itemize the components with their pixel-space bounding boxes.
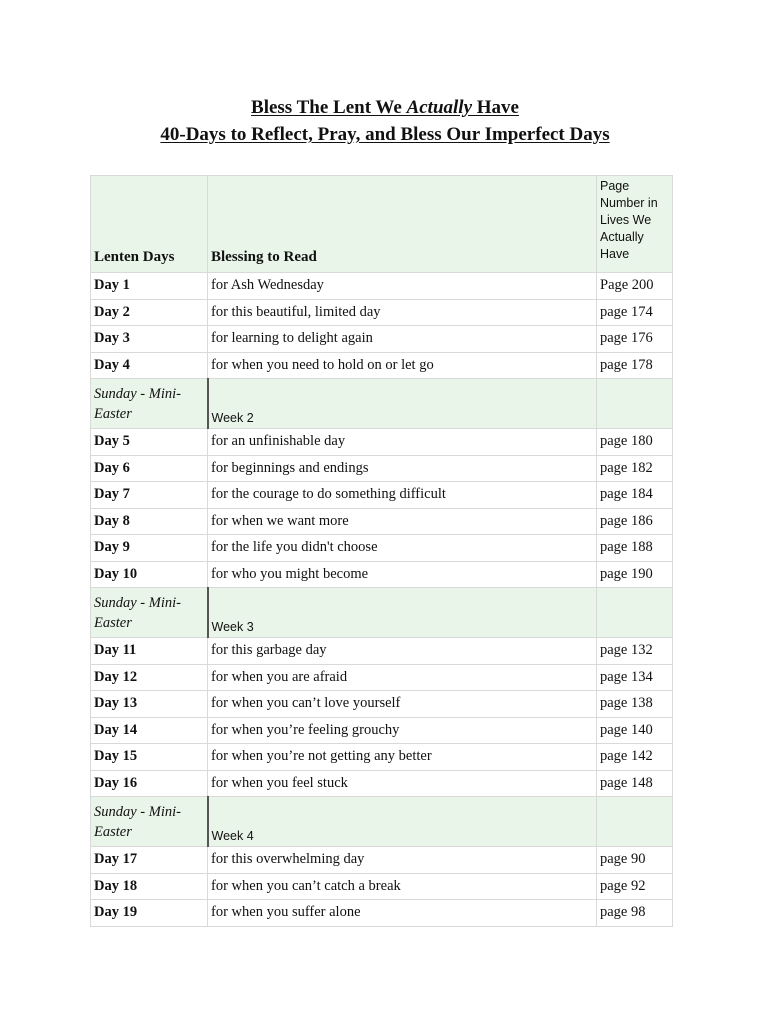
- header-page-line: Page: [600, 179, 630, 193]
- table-row: [91, 508, 673, 535]
- page-reference: page 188: [597, 535, 673, 562]
- page-reference: page 174: [597, 299, 673, 326]
- page-reference: page 142: [597, 744, 673, 771]
- blessing-text: for who you might become: [208, 561, 597, 588]
- title-line-1: [0, 94, 770, 121]
- blessing-text: for this beautiful, limited day: [208, 299, 597, 326]
- day-label: Day 9: [91, 535, 208, 562]
- week-divider-row: [91, 797, 673, 847]
- page-reference: page 180: [597, 429, 673, 456]
- page-reference: page 138: [597, 691, 673, 718]
- page-reference: page 90: [597, 847, 673, 874]
- table-row: [91, 770, 673, 797]
- week-label: Week 2: [208, 379, 597, 429]
- table-row: [91, 561, 673, 588]
- page-reference: page 148: [597, 770, 673, 797]
- day-label: Day 10: [91, 561, 208, 588]
- page-reference: page 190: [597, 561, 673, 588]
- day-label: Day 19: [91, 900, 208, 927]
- week-divider-row: [91, 379, 673, 429]
- week-label: Week 4: [208, 797, 597, 847]
- week-divider-row: [91, 588, 673, 638]
- page-reference: page 132: [597, 638, 673, 665]
- day-label: Day 18: [91, 873, 208, 900]
- table-row: [91, 744, 673, 771]
- table-row: [91, 638, 673, 665]
- sunday-label-line: Easter: [94, 614, 132, 631]
- blessing-text: for the life you didn't choose: [208, 535, 597, 562]
- day-label: Day 1: [91, 273, 208, 300]
- header-blessing: Blessing to Read: [208, 176, 597, 273]
- empty-page-cell: [597, 797, 673, 847]
- table-row: [91, 535, 673, 562]
- blessing-text: for when you suffer alone: [208, 900, 597, 927]
- header-page-line: Number in: [600, 196, 658, 210]
- page-reference: page 134: [597, 664, 673, 691]
- page-reference: page 98: [597, 900, 673, 927]
- page-reference: page 178: [597, 352, 673, 379]
- sunday-label-line: Sunday - Mini-: [94, 385, 181, 402]
- table-row: [91, 873, 673, 900]
- blessing-text: for Ash Wednesday: [208, 273, 597, 300]
- sunday-label-line: Sunday - Mini-: [94, 594, 181, 611]
- blessing-text: for beginnings and endings: [208, 455, 597, 482]
- table-row: [91, 273, 673, 300]
- day-label: Day 11: [91, 638, 208, 665]
- title-prefix: Bless The Lent We: [251, 97, 407, 118]
- sunday-mini-easter-cell: [91, 379, 208, 429]
- sunday-label-line: Sunday - Mini-: [94, 803, 181, 820]
- sunday-mini-easter-cell: [91, 588, 208, 638]
- week-label: Week 3: [208, 588, 597, 638]
- day-label: Day 3: [91, 326, 208, 353]
- blessing-text: for when we want more: [208, 508, 597, 535]
- page-reference: page 186: [597, 508, 673, 535]
- day-label: Day 2: [91, 299, 208, 326]
- table-row: [91, 691, 673, 718]
- header-page-number: [597, 176, 673, 273]
- sunday-label-line: Easter: [94, 823, 132, 840]
- page-reference: page 176: [597, 326, 673, 353]
- page-reference: Page 200: [597, 273, 673, 300]
- day-label: Day 7: [91, 482, 208, 509]
- blessing-text: for the courage to do something difficult: [208, 482, 597, 509]
- blessing-text: for an unfinishable day: [208, 429, 597, 456]
- day-label: Day 17: [91, 847, 208, 874]
- header-page-line: Lives We: [600, 213, 652, 227]
- day-label: Day 6: [91, 455, 208, 482]
- table-row: [91, 326, 673, 353]
- blessing-text: for this overwhelming day: [208, 847, 597, 874]
- blessing-text: for when you are afraid: [208, 664, 597, 691]
- table-row: [91, 664, 673, 691]
- page-reference: page 182: [597, 455, 673, 482]
- title-emphasis: Actually: [406, 97, 473, 118]
- blessing-text: for this garbage day: [208, 638, 597, 665]
- table-row: [91, 900, 673, 927]
- header-page-line: Actually: [600, 230, 644, 244]
- day-label: Day 15: [91, 744, 208, 771]
- blessing-text: for learning to delight again: [208, 326, 597, 353]
- table-row: [91, 455, 673, 482]
- page-reference: page 140: [597, 717, 673, 744]
- day-label: Day 8: [91, 508, 208, 535]
- sunday-mini-easter-cell: [91, 797, 208, 847]
- table-header-row: [91, 176, 673, 273]
- title-line-2: 40-Days to Reflect, Pray, and Bless Our Imperfect Days: [160, 124, 610, 145]
- title-suffix: Have: [472, 97, 519, 118]
- day-label: Day 16: [91, 770, 208, 797]
- day-label: Day 14: [91, 717, 208, 744]
- table-row: [91, 352, 673, 379]
- blessing-text: for when you need to hold on or let go: [208, 352, 597, 379]
- table-row: [91, 429, 673, 456]
- table-row: [91, 299, 673, 326]
- day-label: Day 13: [91, 691, 208, 718]
- blessing-text: for when you’re feeling grouchy: [208, 717, 597, 744]
- day-label: Day 12: [91, 664, 208, 691]
- day-label: Day 4: [91, 352, 208, 379]
- page-reference: page 184: [597, 482, 673, 509]
- header-page-line: Have: [600, 247, 630, 261]
- blessings-table: [90, 175, 673, 927]
- blessing-text: for when you’re not getting any better: [208, 744, 597, 771]
- sunday-label-line: Easter: [94, 405, 132, 422]
- header-lenten-days: Lenten Days: [91, 176, 208, 273]
- blessing-text: for when you feel stuck: [208, 770, 597, 797]
- table-row: [91, 482, 673, 509]
- empty-page-cell: [597, 588, 673, 638]
- document-title: [0, 94, 770, 148]
- blessing-text: for when you can’t catch a break: [208, 873, 597, 900]
- page-reference: page 92: [597, 873, 673, 900]
- day-label: Day 5: [91, 429, 208, 456]
- blessing-text: for when you can’t love yourself: [208, 691, 597, 718]
- table-row: [91, 847, 673, 874]
- table-row: [91, 717, 673, 744]
- empty-page-cell: [597, 379, 673, 429]
